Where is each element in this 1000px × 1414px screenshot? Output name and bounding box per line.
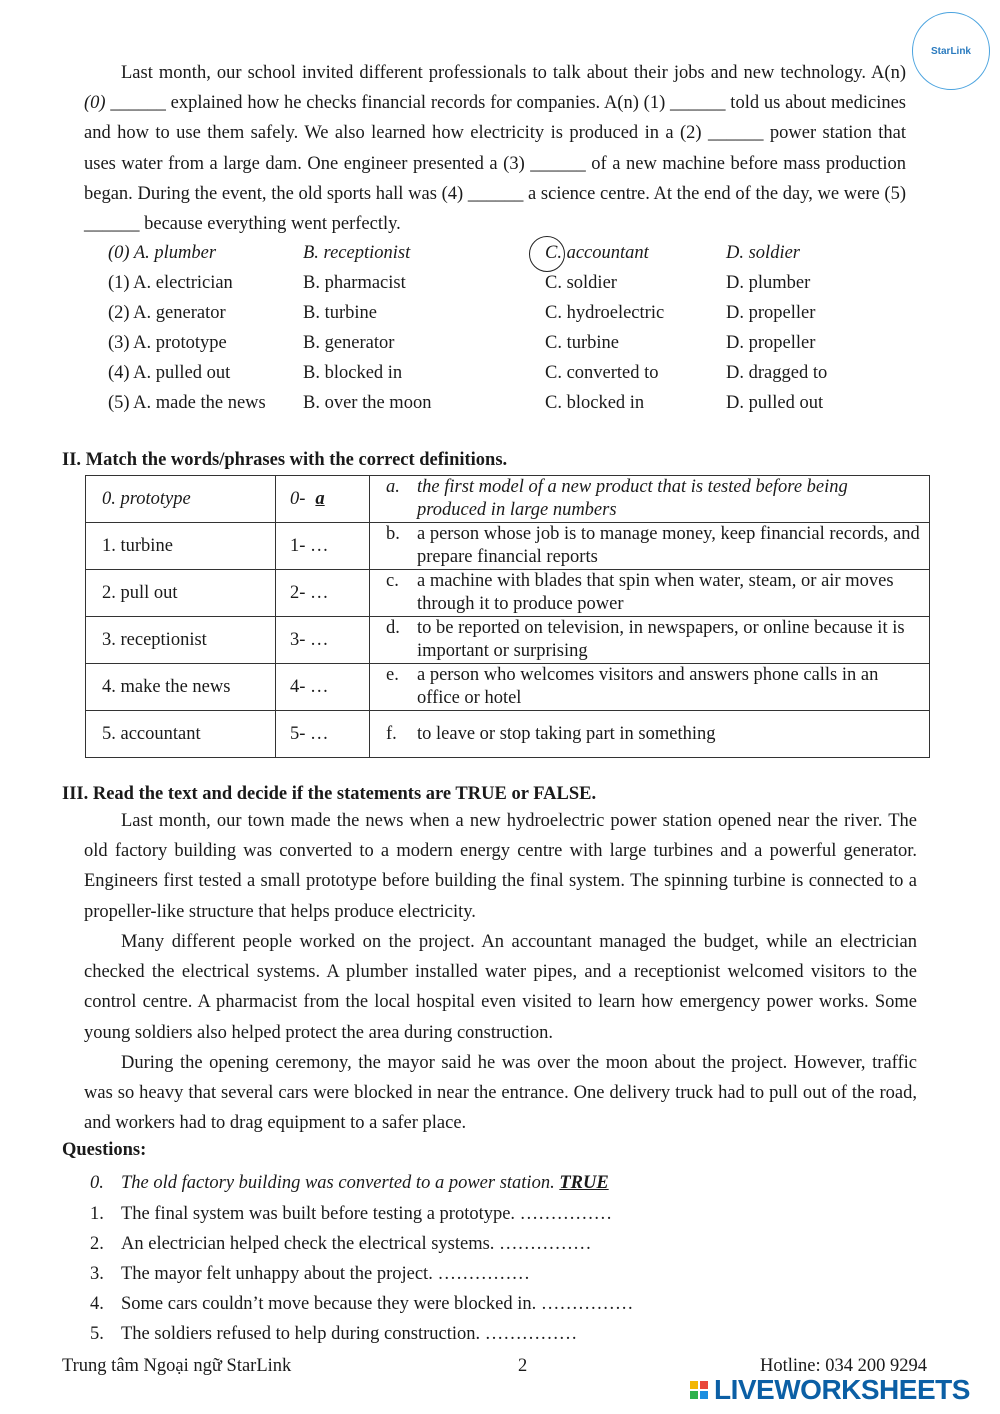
section2-heading: II. Match the words/phrases with the correct definitions. [62, 450, 508, 470]
option-b[interactable]: B. generator [303, 333, 395, 353]
match-answer-cell[interactable]: 2- … [276, 570, 370, 617]
term-cell: 1. turbine [86, 523, 276, 570]
option-d[interactable]: D. pulled out [726, 393, 824, 413]
option-row-2 [108, 298, 908, 328]
question-item[interactable]: 3. The mayor felt unhappy about the project. …………… [90, 1264, 530, 1284]
section3-heading: III. Read the text and decide if the statements are TRUE or FALSE. [62, 784, 597, 804]
option-c[interactable]: C. hydroelectric [545, 303, 665, 323]
reading-paragraph: Many different people worked on the project. An accountant managed the budget, while an electrician checked the electrical systems. A plumber installed water pipes, and a receptionist welcomed visitors to the control centre. A pharmacist from the local hospital even visited to learn how emergency power works. Some young soldiers also helped protect the area during construction. [84, 932, 917, 1043]
section1-passage: Last month, our school invited different professionals to talk about their jobs and new technology. A(n) (0) ______ explained how he checks financial records for companies. A(n) (1) ______ told us about medicines and how to use them safely. We also learned how electricity is produced in a (2) ______ power station that uses water from a large dam. One engineer presented a (3) ______ of a new machine before mass production began. During the event, the old sports hall was (4) ______ a science centre. At the end of the day, we were (5) ______ because everything went perfectly. [84, 63, 906, 235]
definition-cell: b. a person whose job is to manage money, keep financial records, and prepare financial reports [370, 523, 930, 570]
page-number: 2 [518, 1356, 528, 1376]
option-b[interactable]: B. over the moon [303, 393, 432, 413]
option-row-0 [108, 238, 908, 268]
matching-table [85, 475, 930, 758]
option-d[interactable]: D. propeller [726, 303, 816, 323]
starlink-logo: StarLink [912, 12, 990, 90]
option-row-4 [108, 358, 908, 388]
term-cell: 4. make the news [86, 664, 276, 711]
term-cell: 5. accountant [86, 711, 276, 758]
table-row [86, 523, 930, 570]
table-row [86, 617, 930, 664]
term-cell: 0. prototype [86, 476, 276, 523]
definition-cell: d. to be reported on television, in newspapers, or online because it is important or surprising [370, 617, 930, 664]
table-row [86, 664, 930, 711]
option-c[interactable]: C. converted to [545, 363, 659, 383]
match-answer-cell[interactable]: 1- … [276, 523, 370, 570]
definition-cell: a. the first model of a new product that is tested before being produced in large numbers [370, 476, 930, 523]
option-a[interactable]: (2) A. generator [108, 303, 226, 323]
question-answer[interactable]: TRUE [559, 1173, 609, 1193]
option-d[interactable]: D. dragged to [726, 363, 828, 383]
option-b[interactable]: B. pharmacist [303, 273, 406, 293]
term-cell: 3. receptionist [86, 617, 276, 664]
option-b[interactable]: B. blocked in [303, 363, 403, 383]
match-answer-cell[interactable]: 4- … [276, 664, 370, 711]
question-item: 0. The old factory building was converted to a power station. TRUE [90, 1173, 609, 1193]
table-row [86, 476, 930, 523]
table-row [86, 711, 930, 758]
question-item[interactable]: 5. The soldiers refused to help during construction. …………… [90, 1324, 578, 1344]
option-a[interactable]: (4) A. pulled out [108, 363, 231, 383]
liveworksheets-logo: LIVEWORKSHEETS [690, 1374, 990, 1406]
option-c[interactable]: C. turbine [545, 333, 619, 353]
option-d[interactable]: D. plumber [726, 273, 811, 293]
definition-cell: c. a machine with blades that spin when water, steam, or air moves through it to produce power [370, 570, 930, 617]
definition-cell: f. to leave or stop taking part in something [370, 711, 930, 758]
footer-hotline: Hotline: 034 200 9294 [760, 1356, 928, 1376]
footer-center-name: Trung tâm Ngoại ngữ StarLink [62, 1356, 292, 1376]
definition-cell: e. a person who welcomes visitors and answers phone calls in an office or hotel [370, 664, 930, 711]
option-b[interactable]: B. receptionist [303, 243, 411, 263]
option-row-3 [108, 328, 908, 358]
match-answer-value: a [315, 488, 325, 509]
reading-paragraph: Last month, our town made the news when a new hydroelectric power station opened near the river. The old factory building was converted to a modern energy centre with large turbines and a powerful generator. Engineers first tested a small prototype before building the final system. The spinning turbine is connected to a propeller-like structure that helps produce electricity. [84, 811, 917, 922]
option-c[interactable]: C. soldier [545, 273, 617, 293]
option-a[interactable]: (0) A. plumber [108, 243, 217, 263]
match-answer-cell[interactable]: 0- a [276, 476, 370, 523]
questions-label: Questions: [62, 1140, 147, 1160]
option-d[interactable]: D. propeller [726, 333, 816, 353]
term-cell: 2. pull out [86, 570, 276, 617]
option-a[interactable]: (5) A. made the news [108, 393, 266, 413]
option-a[interactable]: (1) A. electrician [108, 273, 233, 293]
table-row [86, 570, 930, 617]
question-item[interactable]: 1. The final system was built before testing a prototype. …………… [90, 1204, 613, 1224]
liveworksheets-blocks-icon [690, 1381, 708, 1399]
question-item[interactable]: 2. An electrician helped check the electrical systems. …………… [90, 1234, 592, 1254]
option-b[interactable]: B. turbine [303, 303, 377, 323]
question-item[interactable]: 4. Some cars couldn’t move because they were blocked in. …………… [90, 1294, 634, 1314]
option-row-1 [108, 268, 908, 298]
reading-paragraph: During the opening ceremony, the mayor said he was over the moon about the project. However, traffic was so heavy that several cars were blocked in near the entrance. One delivery truck had to pull out of the road, and workers had to drag equipment to a safer place. [84, 1053, 917, 1134]
match-answer-cell[interactable]: 3- … [276, 617, 370, 664]
match-answer-cell[interactable]: 5- … [276, 711, 370, 758]
option-a[interactable]: (3) A. prototype [108, 333, 227, 353]
option-c[interactable]: C. accountant [545, 243, 649, 263]
option-c[interactable]: C. blocked in [545, 393, 645, 413]
option-row-5 [108, 388, 908, 418]
option-d[interactable]: D. soldier [726, 243, 800, 263]
